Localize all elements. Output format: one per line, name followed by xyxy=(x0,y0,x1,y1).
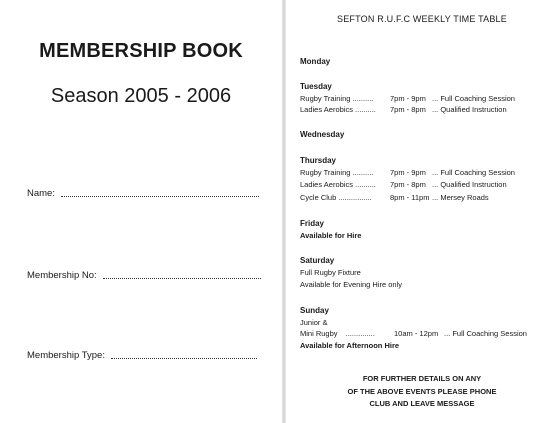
activity-leader: .............. xyxy=(345,329,375,338)
activity-desc: ... Mersey Roads xyxy=(432,193,489,202)
activity-desc: ... Full Coaching Session xyxy=(432,94,515,103)
membership-no-label: Membership No: xyxy=(27,270,97,281)
timetable-title: SEFTON R.U.F.C WEEKLY TIME TABLE xyxy=(337,14,507,24)
right-page xyxy=(286,0,558,423)
day-thursday: Thursday xyxy=(300,156,337,165)
membership-type-field xyxy=(27,350,257,361)
saturday-line: Available for Evening Hire only xyxy=(300,280,403,289)
activity-desc: ... Qualified Instruction xyxy=(432,105,507,114)
friday-note: Available for Hire xyxy=(300,231,362,240)
activity-desc: ... Full Coaching Session xyxy=(432,168,515,177)
day-sunday: Sunday xyxy=(300,306,329,315)
schedule-row xyxy=(300,180,507,189)
page-title: MEMBERSHIP BOOK xyxy=(39,40,243,62)
activity-leader: .......... xyxy=(355,180,376,189)
schedule-row xyxy=(300,193,489,202)
footer-notice xyxy=(286,373,558,411)
schedule-row xyxy=(300,329,527,338)
activity-name: Ladies Aerobics xyxy=(300,105,353,114)
membership-type-dotted-line xyxy=(111,357,257,359)
activity-time: 7pm - 9pm xyxy=(390,94,426,103)
schedule-row xyxy=(300,168,515,177)
schedule-row xyxy=(300,105,507,114)
sunday-note: Available for Afternoon Hire xyxy=(300,341,400,350)
footer-line: OF THE ABOVE EVENTS PLEASE PHONE xyxy=(347,386,497,396)
day-tuesday: Tuesday xyxy=(300,82,332,91)
activity-leader: .......... xyxy=(352,168,374,177)
day-friday: Friday xyxy=(300,219,325,228)
activity-time: 7pm - 9pm xyxy=(390,168,426,177)
day-monday: Monday xyxy=(300,57,331,66)
activity-desc: ... Qualified Instruction xyxy=(432,180,507,189)
activity-time: 7pm - 8pm xyxy=(390,180,426,189)
sunday-line: Junior & xyxy=(300,318,328,327)
name-field xyxy=(27,188,259,199)
activity-time: 8pm - 11pm xyxy=(390,193,430,202)
name-label: Name: xyxy=(27,188,55,199)
activity-name: Cycle Club xyxy=(300,193,337,202)
activity-name: Ladies Aerobics xyxy=(300,180,353,189)
membership-no-dotted-line xyxy=(103,277,261,279)
activity-leader: .......... xyxy=(352,94,374,103)
footer-line: CLUB AND LEAVE MESSAGE xyxy=(369,399,475,408)
activity-time: 10am - 12pm xyxy=(394,329,439,338)
activity-name: Mini Rugby xyxy=(300,329,338,338)
schedule-row xyxy=(300,94,515,103)
activity-desc: ... Full Coaching Session xyxy=(444,329,527,338)
membership-type-label: Membership Type: xyxy=(27,350,105,361)
day-saturday: Saturday xyxy=(300,256,335,265)
season-label: Season 2005 - 2006 xyxy=(50,85,232,107)
activity-time: 7pm - 8pm xyxy=(390,105,426,114)
membership-no-field xyxy=(27,270,261,281)
activity-leader: ................ xyxy=(338,193,372,202)
saturday-line: Full Rugby Fixture xyxy=(300,268,361,277)
name-dotted-line xyxy=(61,195,259,197)
day-wednesday: Wednesday xyxy=(300,130,345,139)
footer-line: FOR FURTHER DETAILS ON ANY xyxy=(362,374,482,383)
activity-name: Rugby Training xyxy=(300,168,351,177)
activity-name: Rugby Training xyxy=(300,94,351,103)
activity-leader: .......... xyxy=(355,105,376,114)
